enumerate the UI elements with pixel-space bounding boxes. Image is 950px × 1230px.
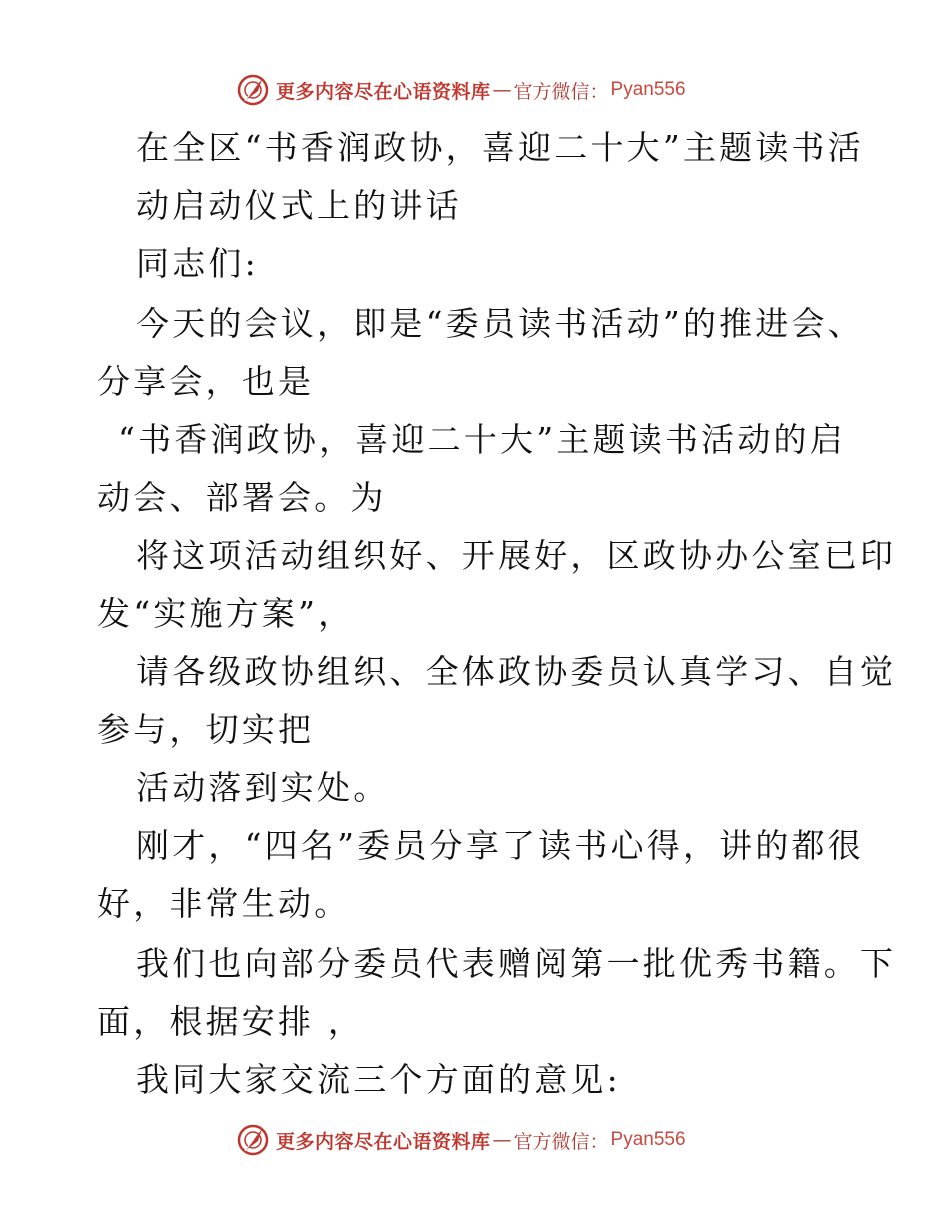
header-watermark-sub: 官方微信： — [513, 80, 609, 103]
body-line: 我们也向部分委员代表赠阅第一批优秀书籍。下 — [136, 944, 897, 983]
footer-watermark-text: 更多内容尽在心语资料库 — [276, 1130, 491, 1153]
footer-watermark-dash: — — [492, 1129, 512, 1151]
body-line: 动会、部署会。为 — [97, 478, 387, 517]
body-line: “书香润政协，喜迎二十大”主题读书活动的启 — [118, 420, 846, 459]
body-line: 将这项活动组织好、开展好，区政协办公室已印 — [136, 536, 897, 575]
body-line: 发“实施方案”， — [97, 594, 355, 633]
body-line: 好，非常生动。 — [97, 884, 351, 923]
footer-watermark-sub: 官方微信： — [513, 1130, 609, 1153]
footer-watermark-id: Pyan556 — [610, 1129, 686, 1150]
body-line-title-2: 动启动仪式上的讲话 — [136, 186, 462, 225]
footer-watermark-banner — [236, 1122, 756, 1158]
header-watermark-banner — [236, 72, 756, 108]
body-line: 参与，切实把 — [97, 710, 315, 749]
body-line-title-1: 在全区“书香润政协，喜迎二十大”主题读书活 — [136, 128, 864, 167]
body-line-salutation: 同志们: — [136, 244, 259, 283]
header-watermark-id: Pyan556 — [610, 79, 686, 100]
body-line: 请各级政协组织、全体政协委员认真学习、自觉 — [136, 652, 897, 691]
feather-logo-icon — [236, 1123, 270, 1157]
feather-logo-icon — [236, 73, 270, 107]
header-watermark-dash: — — [492, 79, 512, 101]
body-line: 今天的会议，即是“委员读书活动”的推进会、 — [136, 304, 864, 343]
body-line: 分享会，也是 — [97, 362, 315, 401]
header-watermark-text: 更多内容尽在心语资料库 — [276, 80, 491, 103]
body-line: 面，根据安排 ， — [97, 1002, 365, 1041]
body-line: 刚才，“四名”委员分享了读书心得，讲的都很 — [136, 826, 864, 865]
body-line: 我同大家交流三个方面的意见: — [136, 1060, 621, 1099]
body-line: 活动落到实处。 — [136, 768, 390, 807]
